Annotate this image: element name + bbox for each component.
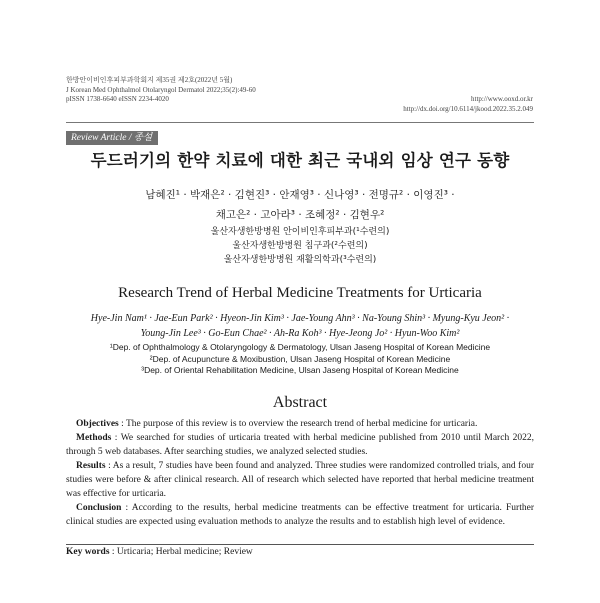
english-affiliation: ²Dep. of Acupuncture & Moxibustion, Ulsan Jaseng Hospital of Korean Medicine [149,353,451,364]
keywords-label: Key words [66,547,110,557]
conclusion-text: : According to the results, herbal medicine treatments can be effective treatment for urticaria. Further clinical studies are expected using evaluation methods to analyze the results and to establish high level of evidence. [66,503,534,527]
english-affiliations [0,342,600,377]
results-label: Results [76,461,106,471]
doi-link[interactable]: http://dx.doi.org/10.6114/jkood.2022.35.2.049 [403,104,533,113]
journal-english-citation: J Korean Med Ophthalmol Otolaryngol Dermatol 2022;35(2):49-60 [66,85,256,94]
keywords-text: : Urticaria; Herbal medicine; Review [109,547,253,557]
abstract-heading: Abstract [272,394,328,411]
results-text: : As a result, 7 studies have been found and analyzed. Three studies were randomized controlled trials, and four studies were before & after clinical research. All of research which selected have reported that herbal medicine treatment was effective for urticaria. [66,461,534,499]
article-type-badge: Review Article / 종설 [66,131,158,145]
methods-label: Methods [76,433,112,443]
journal-url-link[interactable]: http://www.ooxd.or.kr [471,95,533,103]
methods-text: : We searched for studies of urticaria treated with herbal medicine published from 2010 until March 2022, through 5 web databases. After searching studies, we analyzed selected studies. [66,433,534,457]
english-authors-line-2: Young-Jin Lee³ · Go-Eun Chae² · Ah-Ra Koh³ · Hye-Jeong Jo² · Hyun-Woo Kim² [140,328,460,339]
english-authors [0,311,600,341]
korean-authors [0,185,600,225]
korean-authors-line-1: 남혜진¹ · 박재은² · 김현진³ · 안재영³ · 신나영³ · 전명규² · 이영진³ · [145,189,455,201]
abstract-methods [66,431,534,459]
keywords [66,546,253,558]
korean-authors-line-2: 채고은² · 고아라³ · 조혜정² · 김현우² [215,209,385,221]
header-divider [66,122,534,123]
english-affiliation: ³Dep. of Oriental Rehabilitation Medicine, Ulsan Jaseng Hospital of Korean Medicine [141,365,459,375]
objectives-label: Objectives [76,419,119,429]
korean-title: 두드러기의 한약 치료에 대한 최근 국내외 임상 연구 동향 [90,151,510,170]
journal-header-right [403,95,533,114]
conclusion-label: Conclusion [76,503,122,513]
korean-affiliation: 울산자생한방병원 안이비인후피부과(¹수련의) [210,227,390,237]
english-authors-line-1: Hye-Jin Nam¹ · Jae-Eun Park² · Hyeon-Jin Kim³ · Jae-Young Ahn³ · Na-Young Shin³ · Myung-Kyu Jeon² · [90,313,510,324]
korean-affiliation: 울산자생한방병원 재활의학과(³수련의) [223,255,377,265]
abstract-conclusion [66,501,534,529]
journal-header-left [66,76,256,105]
keywords-divider [66,544,534,545]
abstract-body [66,417,534,529]
english-affiliation: ¹Dep. of Ophthalmology & Otolaryngology & Dermatology, Ulsan Jaseng Hospital of Korean Medicine [109,342,491,352]
korean-affiliation: 울산자생한방병원 침구과(²수련의) [232,241,368,251]
objectives-text: : The purpose of this review is to overview the research trend of herbal medicine for urticaria. [118,419,478,429]
abstract-results [66,459,534,501]
journal-korean-name: 한방안이비인후피부과학회지 제35권 제2호(2022년 5월) [66,76,233,84]
abstract-objectives [66,417,534,431]
english-title: Research Trend of Herbal Medicine Treatments for Urticaria [118,285,482,301]
korean-affiliations [0,225,600,267]
journal-issn: pISSN 1738-6640 eISSN 2234-4020 [66,95,169,103]
